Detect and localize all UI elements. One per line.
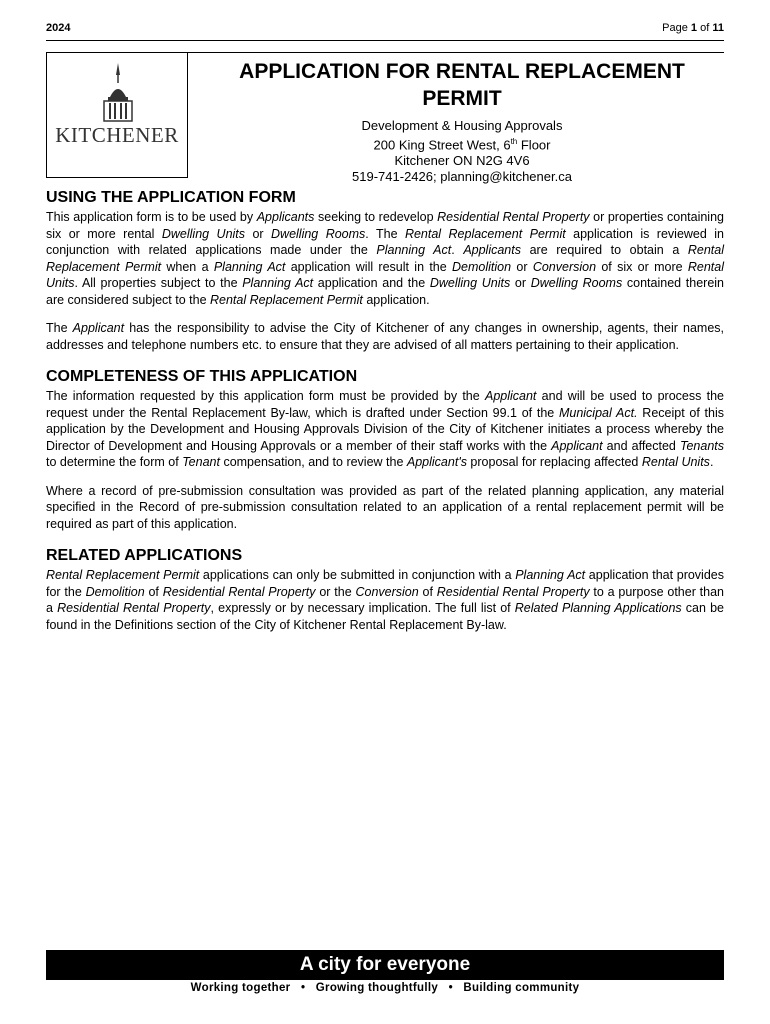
main-content <box>46 188 724 633</box>
page-indicator <box>662 22 724 34</box>
header-year: 2024 <box>46 22 71 34</box>
logo-wordmark: KITCHENER <box>55 123 179 147</box>
footer-tagline <box>46 982 724 994</box>
para-completeness-1: The information requested by this application form must be provided by the Applicant and will be used to process the request under the Rental Replacement By-law, which is drafted under Section 99.1 of the Municipal Act. Receipt of this application by the Development and Housing Approvals Division of the City of Kitchener initiates a process whereby the Director of Development and Housing Approvals or a member of their staff works with the Applicant and affected Tenants to determine the form of Tenant compensation, and to review the Applicant's proposal for replacing affected Rental Units. <box>46 389 725 469</box>
header-rule <box>46 40 724 41</box>
heading-using-form: USING THE APPLICATION FORM <box>46 189 296 206</box>
page-current: 1 <box>690 22 698 34</box>
title-block <box>200 58 724 185</box>
page-of: of <box>700 22 710 34</box>
title-top-rule <box>188 52 724 53</box>
page-total: 11 <box>712 22 724 34</box>
para-using-2: The Applicant has the responsibility to advise the City of Kitchener of any changes in ownership, agents, their names, addresses and telephone numbers etc. to ensure that they are advised of all matters pertaining to their application. <box>46 321 724 352</box>
heading-related: RELATED APPLICATIONS <box>46 547 243 564</box>
address-line-3: Kitchener ON N2G 4V6 <box>394 153 530 169</box>
title-line-2: PERMIT <box>422 87 502 110</box>
footer-item-2: Growing thoughtfully <box>315 982 439 994</box>
address-contact: 519-741-2426; planning@kitchener.ca <box>352 169 572 185</box>
footer-item-1: Working together <box>190 982 291 994</box>
address-floor: Floor <box>517 137 551 153</box>
address-street: 200 King Street West, 6 <box>373 137 511 153</box>
department-address <box>200 118 724 185</box>
address-line-1: Development & Housing Approvals <box>361 118 563 133</box>
para-using-1: This application form is to be used by Applicants seeking to redevelop Residential Rental Property or properties containing six or more rental Dwelling Units or Dwelling Rooms. The Rental Replacement Permit application is reviewed in conjunction with related applications made under the Planning Act. Applicants are required to obtain a Rental Replacement Permit when a Planning Act application will result in the Demolition or Conversion of six or more Rental Units. All properties subject to the Planning Act application and the Dwelling Units or Dwelling Rooms contained therein are considered subject to the Rental Replacement Permit application. <box>46 210 724 307</box>
page-title <box>200 58 724 112</box>
address-line-2 <box>200 134 724 153</box>
footer-banner: A city for everyone <box>46 950 724 980</box>
para-related-1: Rental Replacement Permit applications can only be submitted in conjunction with a Planning Act application that provides for the Demolition of Residential Rental Property or the Conversion of Residential Rental Property to a purpose other than a Residential Rental Property, expressly or by necessary implication. The full list of Related Planning Applications can be found in the Definitions section of the City of Kitchener Rental Replacement By-law. <box>46 568 725 632</box>
city-hall-icon <box>92 61 144 123</box>
address-floor-suffix: th <box>510 137 518 146</box>
logo-box <box>46 52 188 178</box>
title-line-1: APPLICATION FOR RENTAL REPLACEMENT <box>239 60 685 83</box>
heading-completeness: COMPLETENESS OF THIS APPLICATION <box>46 368 358 385</box>
footer-sep-1: • <box>300 982 306 994</box>
footer-sep-2: • <box>448 982 453 994</box>
footer-item-3: Building community <box>463 982 580 994</box>
page-word: Page <box>662 22 688 34</box>
para-completeness-2: Where a record of pre-submission consultation was provided as part of the related planning application, any material specified in the Record of pre-submission consultation related to an application of a rental replacement permit will be required as part of this application. <box>46 483 724 531</box>
